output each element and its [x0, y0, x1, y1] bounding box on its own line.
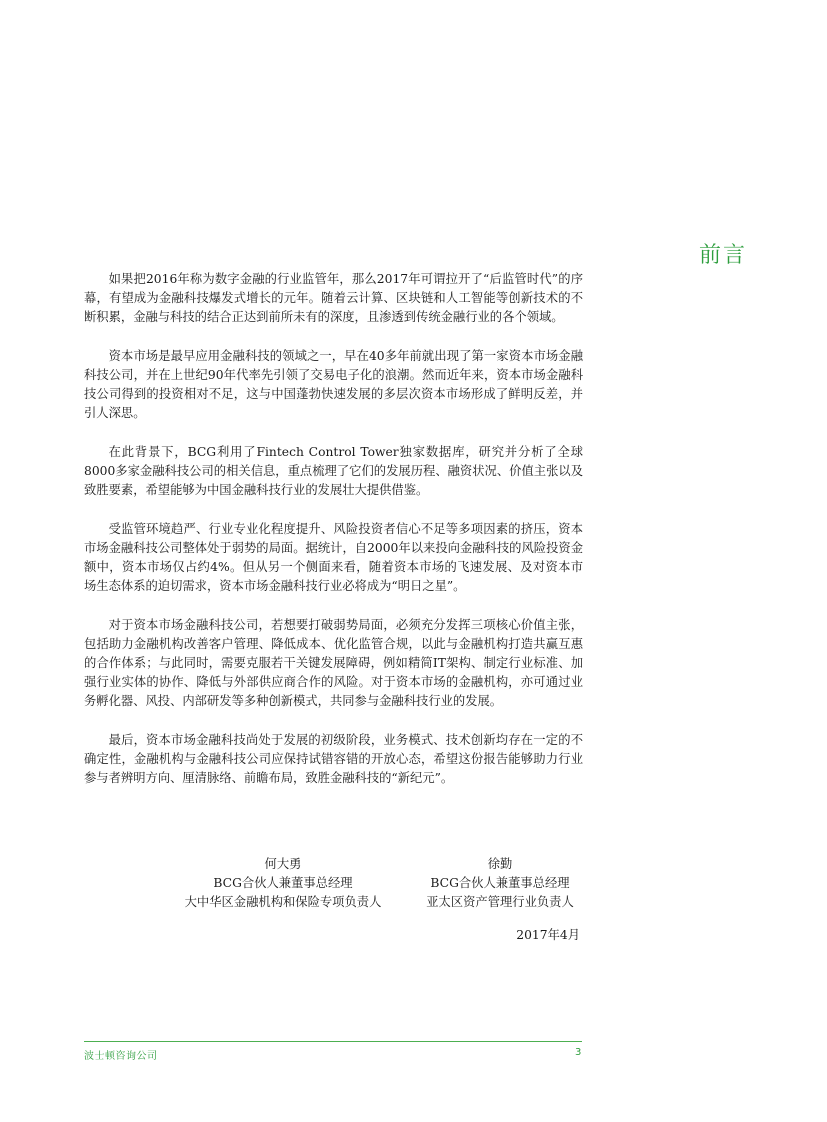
paragraph: 资本市场是最早应用金融科技的领域之一，早在40多年前就出现了第一家资本市场金融科技公司，并在上世纪90年代率先引领了交易电子化的浪潮。然而近年来，资本市场金融科技公司得到的投资相对不足，这与中国蓬勃快速发展的多层次资本市场形成了鲜明反差，并引人深思。	[84, 348, 583, 421]
signature-title: 大中华区金融机构和保险专项负责人	[184, 895, 382, 909]
paragraph: 在此背景下，BCG利用了Fintech Control Tower独家数据库，研究并分析了全球8000多家金融科技公司的相关信息，重点梳理了它们的发展历程、融资状况、价值主张以及致胜要素，希望能够为中国金融科技行业的发展壮大提供借鉴。	[84, 444, 583, 498]
footer-company: 波士顿咨询公司	[84, 1051, 158, 1062]
signature-role: BCG合伙人兼董事总经理	[213, 876, 353, 890]
paragraph: 对于资本市场金融科技公司，若想要打破弱势局面，必须充分发挥三项核心价值主张，包括助力金融机构改善客户管理、降低成本、优化监管合规，以此与金融机构打造共赢互惠的合作体系；与此同时，需要克服若干关键发展障碍，例如精简IT架构、制定行业标准、加强行业实体的协作、降低与外部供应商合作的风险。对于资本市场的金融机构，亦可通过业务孵化器、风投、内部研发等多种创新模式，共同参与金融科技行业的发展。	[84, 617, 583, 709]
signature-name: 何大勇	[264, 857, 302, 871]
paragraph: 如果把2016年称为数字金融的行业监管年，那么2017年可谓拉开了“后监管时代”的序幕，有望成为金融科技爆发式增长的元年。随着云计算、区块链和人工智能等创新技术的不断积累，金融与科技的结合正达到前所未有的深度，且渗透到传统金融行业的各个领域。	[84, 272, 583, 325]
page-title: 前言	[698, 243, 747, 268]
footer-divider	[84, 1041, 582, 1042]
signature-block	[168, 855, 398, 912]
body-text	[84, 270, 583, 808]
paragraph: 受监管环境趋严、行业专业化程度提升、风险投资者信心不足等多项因素的挤压，资本市场金融科技公司整体处于弱势的局面。据统计，自2000年以来投向金融科技的风险投资金额中，资本市场仅占约4%。但从另一个侧面来看，随着资本市场的飞速发展、及对资本市场生态体系的迫切需求，资本市场金融科技行业必将成为“明日之星”。	[84, 521, 583, 594]
signature-title: 亚太区资产管理行业负责人	[426, 895, 574, 909]
paragraph: 最后，资本市场金融科技尚处于发展的初级阶段，业务模式、技术创新均存在一定的不确定性，金融机构与金融科技公司应保持试错容错的开放心态，希望这份报告能够助力行业参与者辨明方向、厘清脉络、前瞻布局，致胜金融科技的“新纪元”。	[84, 732, 583, 786]
signature-block	[400, 855, 600, 912]
document-date: 2017年4月	[516, 928, 580, 942]
page-number: 3	[575, 1047, 582, 1058]
signature-role: BCG合伙人兼董事总经理	[430, 876, 570, 890]
signature-name: 徐勤	[487, 857, 513, 871]
